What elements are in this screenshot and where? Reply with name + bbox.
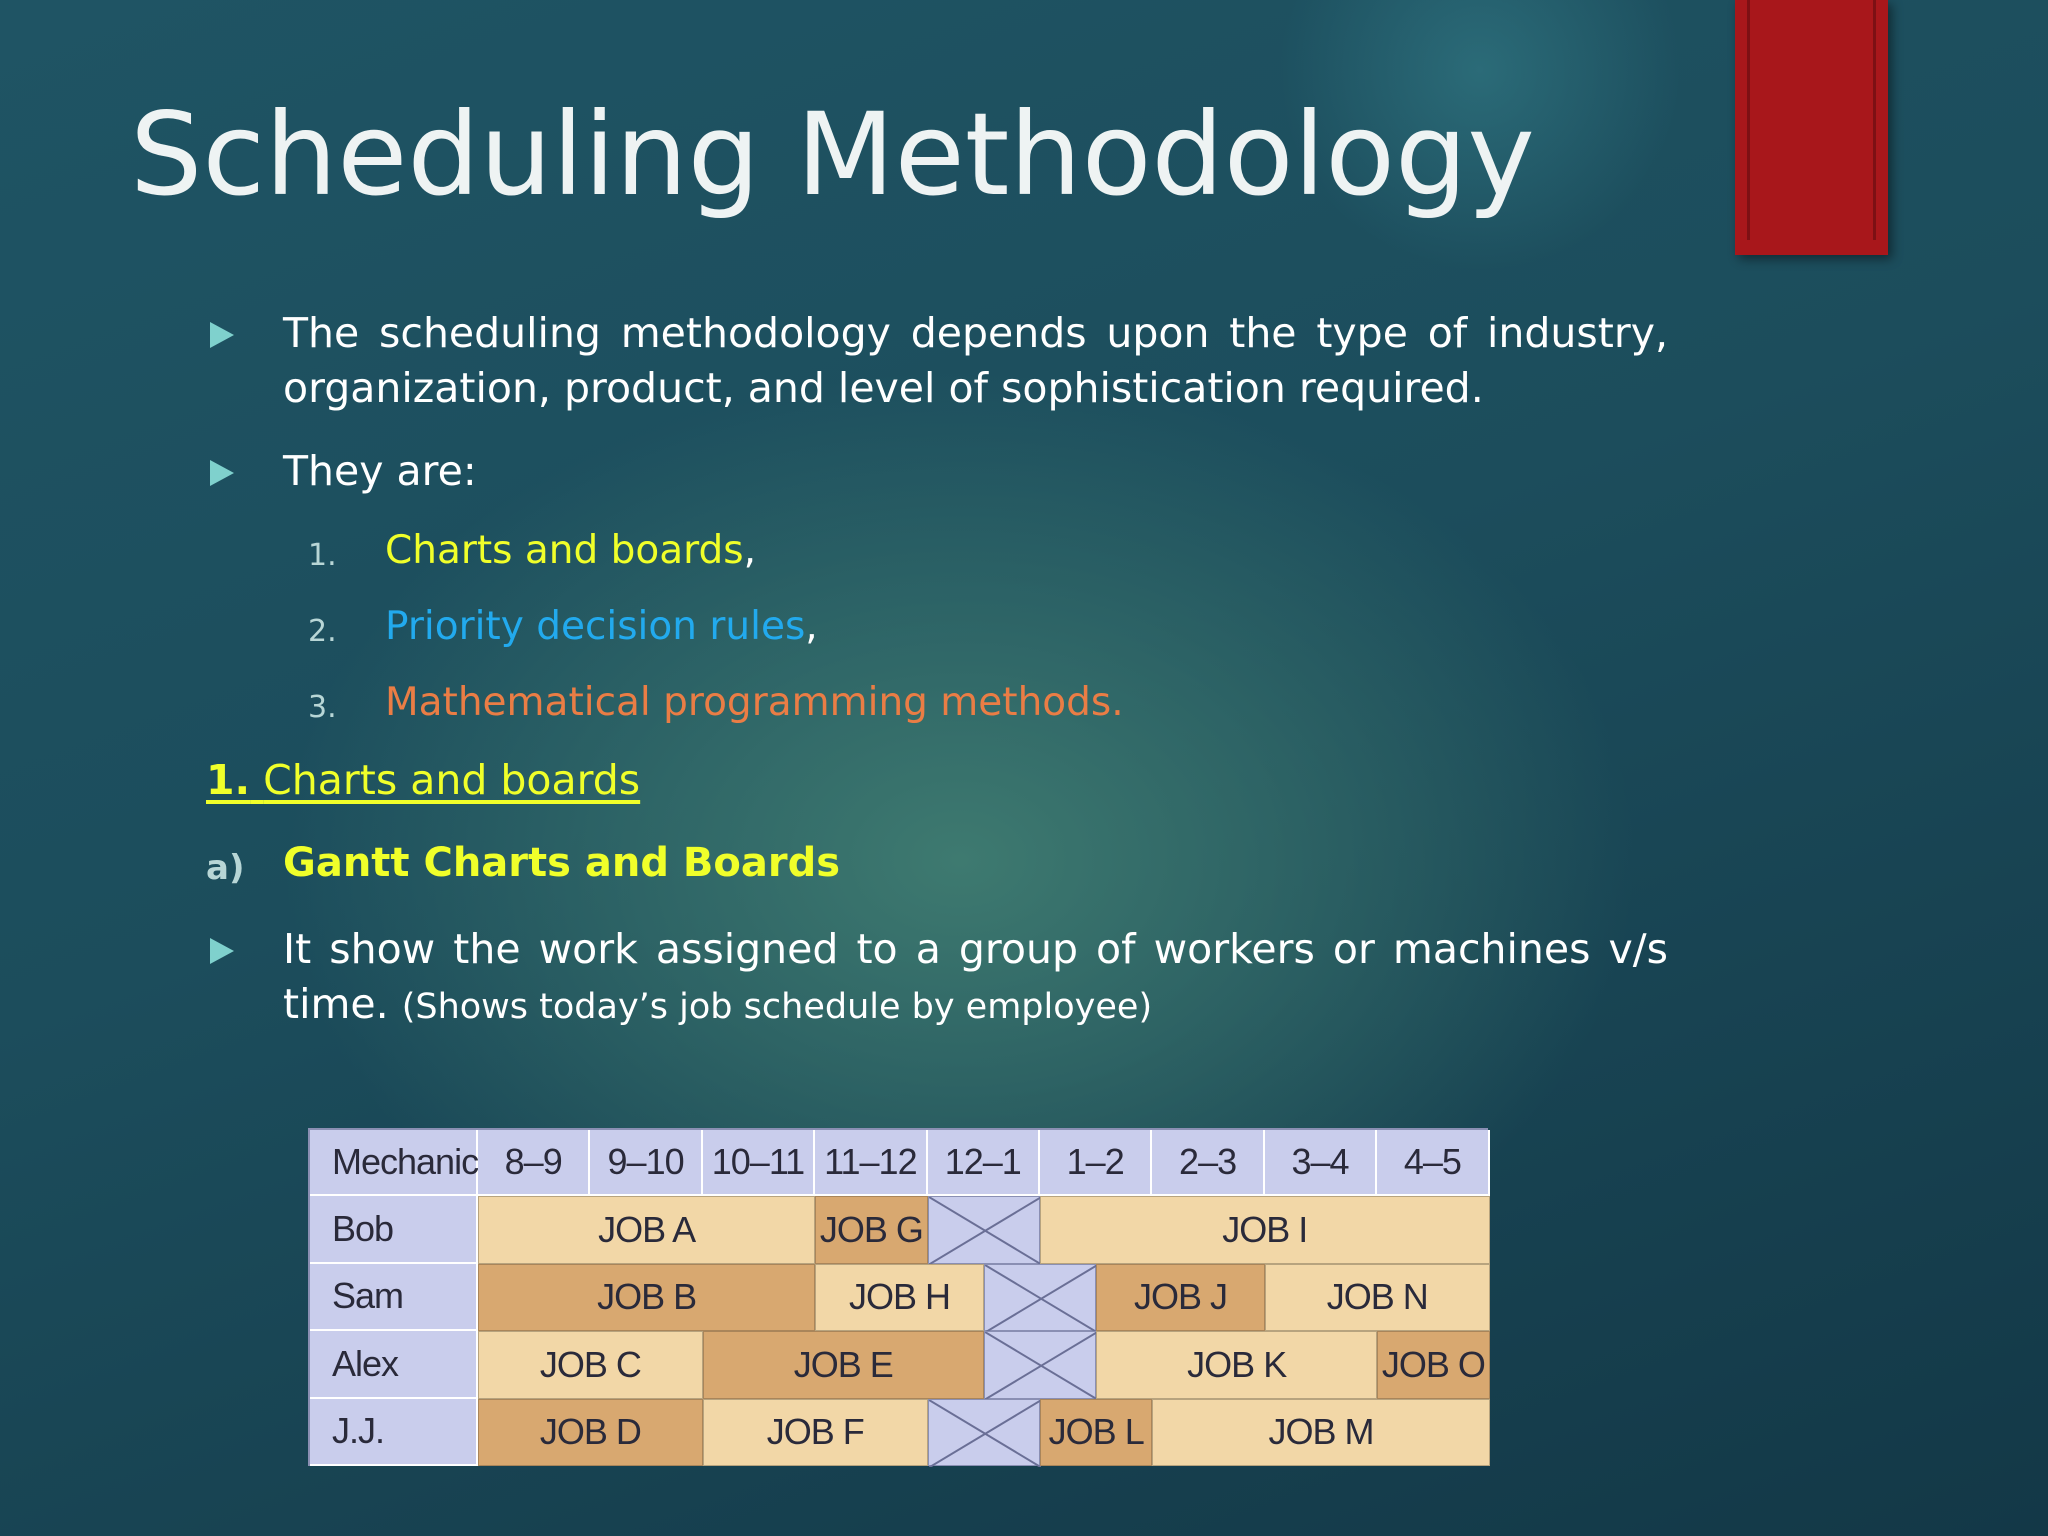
gantt-job-bar: JOB G <box>815 1196 927 1264</box>
gantt-job-bar: JOB A <box>478 1196 815 1264</box>
gantt-hour-header: 12–1 <box>928 1130 1040 1196</box>
list-item-suffix: , <box>743 528 757 573</box>
break-cross-icon <box>929 1400 1041 1468</box>
decorative-ribbon <box>1735 0 1888 255</box>
bullet-text-3 <box>283 922 1668 1035</box>
gantt-job-bar: JOB J <box>1096 1264 1265 1332</box>
gantt-job-bar: JOB L <box>1040 1399 1152 1467</box>
gantt-job-bar: JOB O <box>1377 1331 1489 1399</box>
break-cross-icon <box>929 1197 1041 1265</box>
list-item-suffix: , <box>805 604 818 649</box>
gantt-job-bar: JOB C <box>478 1331 703 1399</box>
gantt-lunch-break <box>984 1331 1096 1399</box>
list-number: 1. <box>308 538 337 573</box>
list-item-math <box>385 680 1124 725</box>
gantt-hour-header: 10–11 <box>703 1130 815 1196</box>
gantt-hour-header: 8–9 <box>478 1130 590 1196</box>
list-item-charts <box>385 528 756 573</box>
gantt-hour-header: 11–12 <box>815 1130 927 1196</box>
gantt-mechanic-name: Bob <box>310 1196 478 1264</box>
break-cross-icon <box>985 1265 1097 1333</box>
break-cross-icon <box>985 1332 1097 1400</box>
gantt-lunch-break <box>984 1264 1096 1332</box>
gantt-chart <box>308 1128 1488 1466</box>
bullet-text-3-main: It show the work assigned to a group of workers or machines v/s time. <box>283 925 1668 1028</box>
bullet-text-1: The scheduling methodology depends upon the type of industry, organization, product, and level of sophistication required. <box>283 309 1668 412</box>
gantt-lunch-break <box>928 1196 1040 1264</box>
bullet-text-3-note: (Shows today’s job schedule by employee) <box>401 987 1153 1027</box>
list-number: 3. <box>308 690 337 725</box>
bullet-triangle-icon <box>210 460 234 486</box>
gantt-job-bar: JOB D <box>478 1399 703 1467</box>
gantt-job-bar: JOB K <box>1096 1331 1377 1399</box>
slide-title: Scheduling Methodology <box>130 88 1535 221</box>
list-item-label: Priority decision rules <box>385 604 806 649</box>
section-number: 1. <box>206 756 251 804</box>
list-item-priority <box>385 604 818 649</box>
bullet-text-2: They are: <box>283 447 477 495</box>
subsection-letter: a) <box>206 848 245 888</box>
gantt-mechanic-name: Alex <box>310 1331 478 1399</box>
gantt-job-bar: JOB H <box>815 1264 984 1332</box>
bullet-triangle-icon <box>210 322 234 348</box>
subsection-title: Gantt Charts and Boards <box>283 840 841 886</box>
gantt-hour-header: 1–2 <box>1040 1130 1152 1196</box>
gantt-job-bar: JOB I <box>1040 1196 1490 1264</box>
gantt-hour-header: 2–3 <box>1152 1130 1264 1196</box>
gantt-job-bar: JOB N <box>1265 1264 1490 1332</box>
gantt-job-bar: JOB M <box>1152 1399 1489 1467</box>
gantt-lunch-break <box>928 1399 1040 1467</box>
section-heading <box>206 756 640 804</box>
gantt-job-bar: JOB E <box>703 1331 984 1399</box>
gantt-job-bar: JOB F <box>703 1399 928 1467</box>
gantt-hour-header: 3–4 <box>1265 1130 1377 1196</box>
gantt-header-mechanic: Mechanic <box>310 1130 478 1196</box>
bullet-triangle-icon <box>210 938 234 964</box>
list-number: 2. <box>308 614 337 649</box>
list-item-label: Mathematical programming methods. <box>385 680 1124 725</box>
section-label: Charts and boards <box>263 756 641 804</box>
list-item-label: Charts and boards <box>385 528 744 573</box>
gantt-hour-header: 9–10 <box>590 1130 702 1196</box>
gantt-job-bar: JOB B <box>478 1264 815 1332</box>
gantt-mechanic-name: J.J. <box>310 1399 478 1467</box>
gantt-mechanic-name: Sam <box>310 1264 478 1332</box>
gantt-hour-header: 4–5 <box>1377 1130 1489 1196</box>
